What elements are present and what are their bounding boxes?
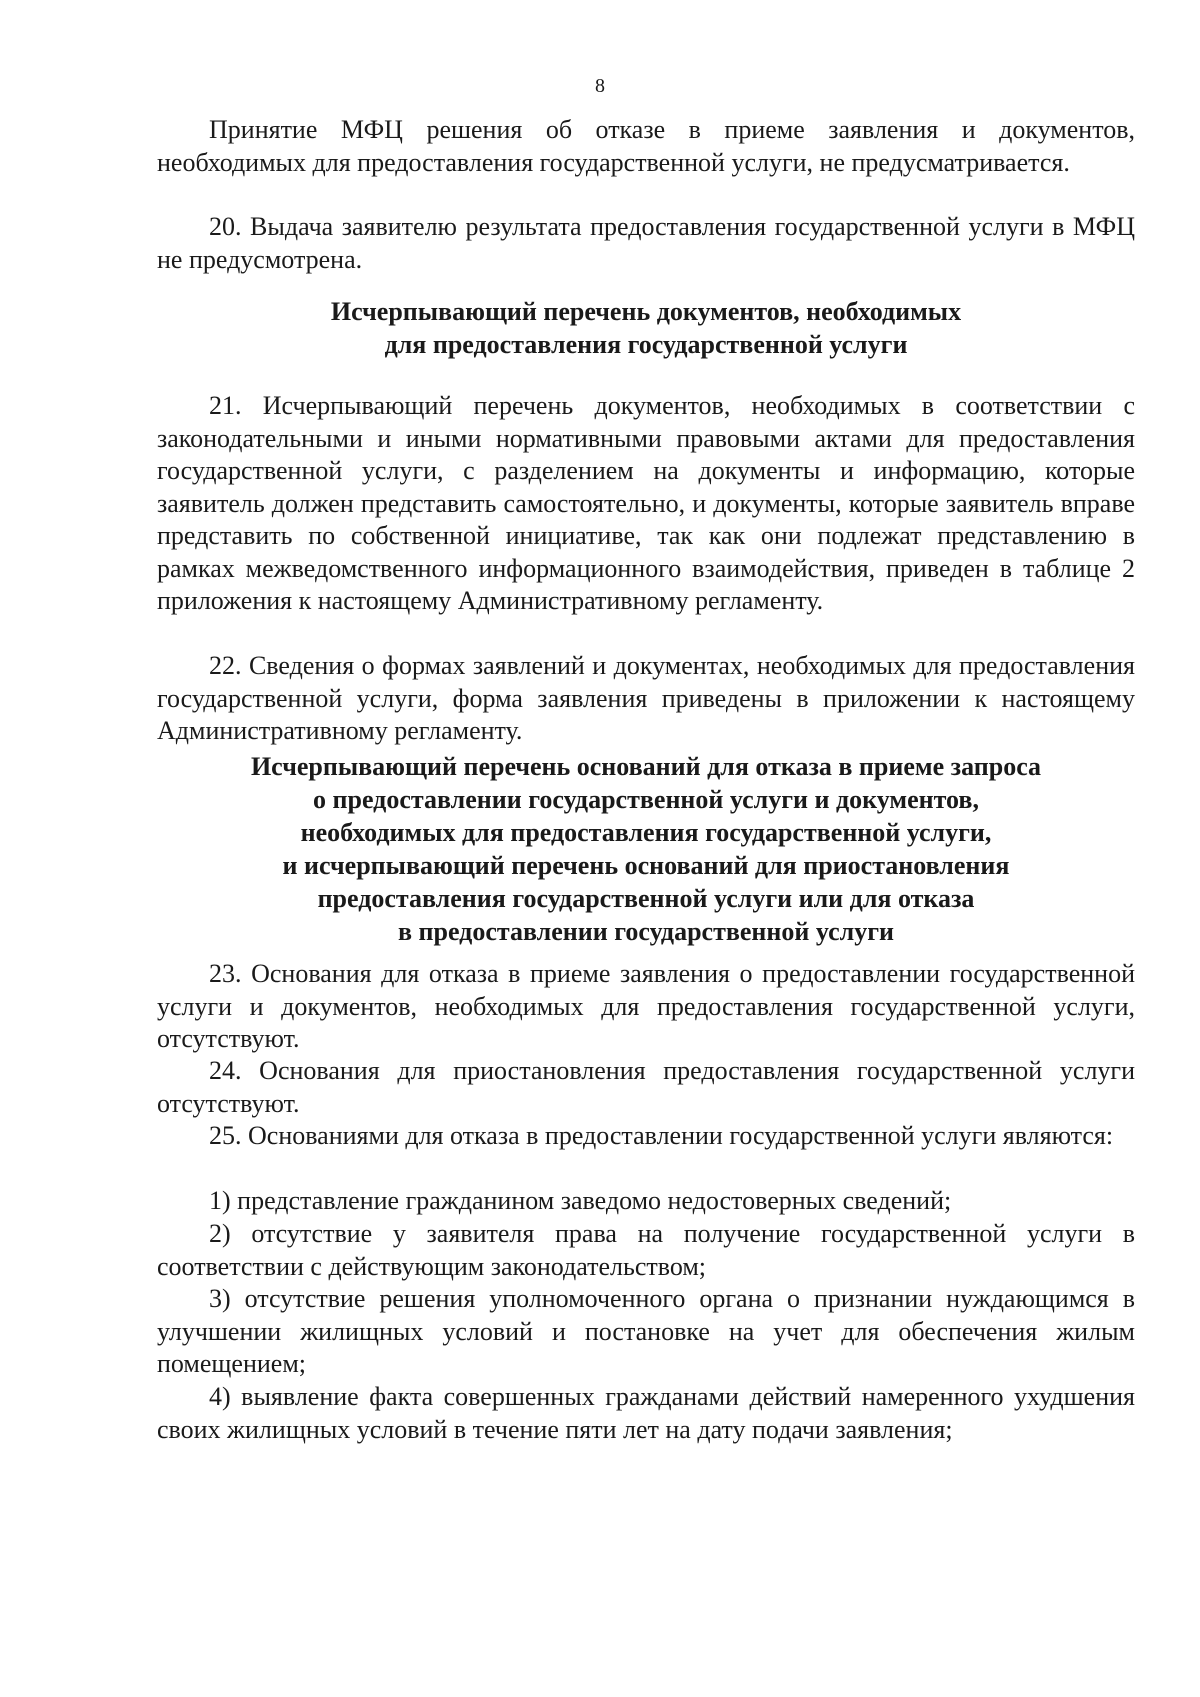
paragraph-25: 25. Основаниями для отказа в предоставлении государственной услуги являются:: [209, 1121, 1114, 1150]
heading-line: предоставления государственной услуги или для отказа: [317, 884, 975, 913]
heading-line: Исчерпывающий перечень оснований для отказа в приеме запроса: [250, 752, 1042, 781]
paragraph-20: 20. Выдача заявителю результата предоставления государственной услуги в МФЦ не предусмотрена.: [157, 212, 1135, 274]
section-heading-refusal-grounds: [157, 750, 1135, 948]
page-number: 8: [595, 75, 605, 97]
paragraph-22: 22. Сведения о формах заявлений и документах, необходимых для предоставления государственной услуги, форма заявления приведены в приложении к настоящему Административному регламенту.: [157, 651, 1135, 745]
heading-line: и исчерпывающий перечень оснований для приостановления: [282, 851, 1010, 880]
paragraph-24: 24. Основания для приостановления предоставления государственной услуги отсутствуют.: [157, 1056, 1135, 1118]
heading-line: необходимых для предоставления государственной услуги,: [300, 818, 992, 847]
list-item-3: 3) отсутствие решения уполномоченного органа о признании нуждающимся в улучшении жилищных условий и постановке на учет для обеспечения жилым помещением;: [157, 1284, 1135, 1378]
heading-line: в предоставлении государственной услуги: [397, 917, 894, 946]
list-item-1: 1) представление гражданином заведомо недостоверных сведений;: [209, 1186, 952, 1215]
heading-line: о предоставлении государственной услуги и документов,: [313, 785, 979, 814]
heading-line: Исчерпывающий перечень документов, необходимых: [330, 297, 962, 326]
paragraph-mfc-refusal: Принятие МФЦ решения об отказе в приеме заявления и документов, необходимых для предоставления государственной услуги, не предусматривается.: [157, 115, 1135, 177]
list-item-4: 4) выявление факта совершенных гражданами действий намеренного ухудшения своих жилищных условий в течение пяти лет на дату подачи заявления;: [157, 1382, 1135, 1444]
paragraph-23: 23. Основания для отказа в приеме заявления о предоставлении государственной услуги и документов, необходимых для предоставления государственной услуги, отсутствуют.: [157, 959, 1135, 1053]
section-heading-documents-list: [157, 295, 1135, 361]
paragraph-21: 21. Исчерпывающий перечень документов, необходимых в соответствии с законодательными и иными нормативными правовыми актами для предоставления государственной услуги, с разделением на документы и информацию, которые заявитель должен представить самостоятельно, и документы, которые заявитель вправе представить по собственной инициативе, так как они подлежат представлению в рамках межведомственного информационного взаимодействия, приведен в таблице 2 приложения к настоящему Административному регламенту.: [157, 391, 1135, 615]
heading-line: для предоставления государственной услуги: [384, 330, 908, 359]
list-item-2: 2) отсутствие у заявителя права на получение государственной услуги в соответствии с действующим законодательством;: [157, 1219, 1135, 1281]
